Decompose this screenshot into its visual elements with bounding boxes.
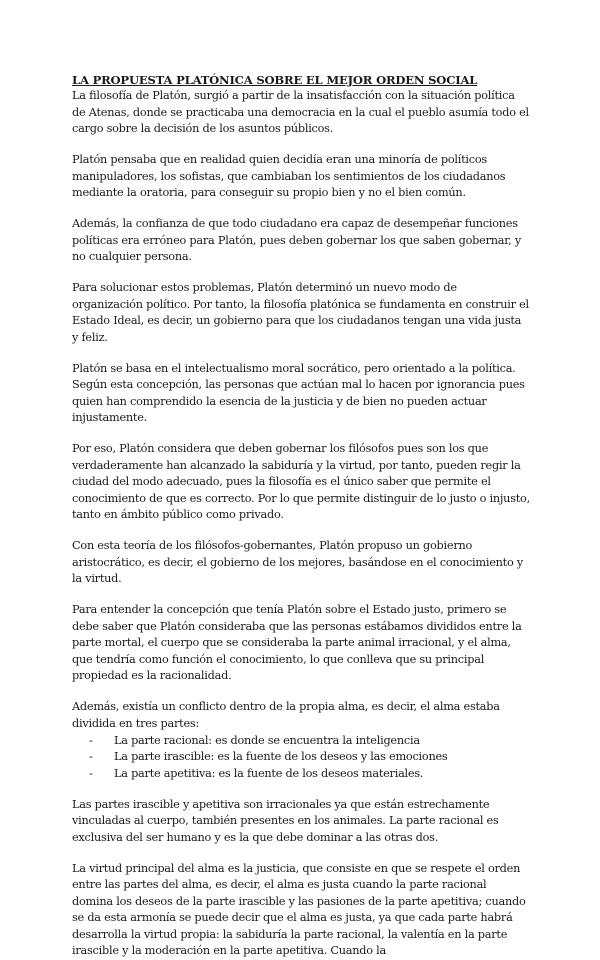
list-item (89, 749, 530, 766)
list-item (89, 766, 530, 783)
paragraph: La filosofía de Platón, surgió a partir de la insatisfacción con la situación política de Atenas, donde se practicaba una democracia en la cual el pueblo asumía todo el cargo sobre la decisión de los asuntos públicos. (72, 89, 529, 135)
list-dash: - (89, 750, 93, 763)
paragraph: Platón se basa en el intelectualismo moral socrático, pero orientado a la política. Según esta concepción, las personas que actúan mal lo hacen por ignorancia pues quien han comprendido la esencia de la justicia y de bien no pueden actuar injustamente. (72, 361, 525, 424)
paragraph: Además, existía un conflicto dentro de la propia alma, es decir, el alma estaba dividida en tres partes: (72, 700, 500, 730)
paragraph: Además, la confianza de que todo ciudadano era capaz de desempeñar funciones políticas era erróneo para Platón, pues deben gobernar los que saben gobernar, y no cualquier persona. (72, 217, 521, 263)
list-dash: - (89, 733, 93, 747)
list-item (89, 733, 530, 750)
paragraph: La virtud principal del alma es la justicia, que consiste en que se respete el orden entre las partes del alma, es decir, el alma es justa cuando la parte racional domina los deseos de la parte irascible y las pasiones de la parte apetitiva; cuando se da esta armonía se puede decir que el alma es justa, ya que cada parte habrá desarrolla la virtud propia: la sabiduría la parte racional, la valentía en la parte irascible y la moderación en la parte apetitiva. Cuando la (72, 861, 526, 957)
list-item-text: La parte apetitiva: es la fuente de los deseos materiales. (114, 766, 424, 780)
paragraph: Las partes irascible y apetitiva son irracionales ya que están estrechamente vinculadas al cuerpo, también presentes en los animales. La parte racional es exclusiva del ser humano y es la que debe dominar a las otras dos. (72, 797, 499, 844)
document-title: LA PROPUESTA PLATÓNICA SOBRE EL MEJOR ORDEN SOCIAL (72, 73, 478, 87)
paragraph: Con esta teoría de los filósofos-gobernantes, Platón propuso un gobierno aristocrático, es decir, el gobierno de los mejores, basándose en el conocimiento y la virtud. (72, 539, 523, 585)
paragraph: Por eso, Platón considera que deben gobernar los filósofos pues son los que verdaderamente han alcanzado la sabiduría y la virtud, por tanto, pueden regir la ciudad del modo adecuado, pues la filosofía es el único saber que permite el conocimiento de que es correcto. Por lo que permite distinguir de lo justo o injusto, tanto en ámbito público como privado. (72, 442, 530, 521)
soul-parts-list (72, 733, 530, 783)
list-dash: - (89, 766, 93, 780)
list-item-text: La parte irascible: es la fuente de los deseos y las emociones (114, 750, 448, 763)
paragraph: Para solucionar estos problemas, Platón determinó un nuevo modo de organización político. Por tanto, la filosofía platónica se fundamenta en construir el Estado Ideal, es decir, un gobierno para que los ciudadanos tengan una vida justa y feliz. (72, 281, 529, 344)
list-item-text: La parte racional: es donde se encuentra la inteligencia (114, 733, 420, 747)
paragraph: Para entender la concepción que tenía Platón sobre el Estado justo, primero se debe saber que Platón consideraba que las personas estábamos divididos entre la parte mortal, el cuerpo que se consideraba la parte animal irracional, y el alma, que tendría como función el conocimiento, lo que conlleva que su principal propiedad es la racionalidad. (72, 603, 522, 682)
paragraph: Platón pensaba que en realidad quien decidía eran una minoría de políticos manipuladores, los sofistas, que cambiaban los sentimientos de los ciudadanos mediante la oratoria, para conseguir su propio bien y no el bien común. (72, 153, 506, 199)
